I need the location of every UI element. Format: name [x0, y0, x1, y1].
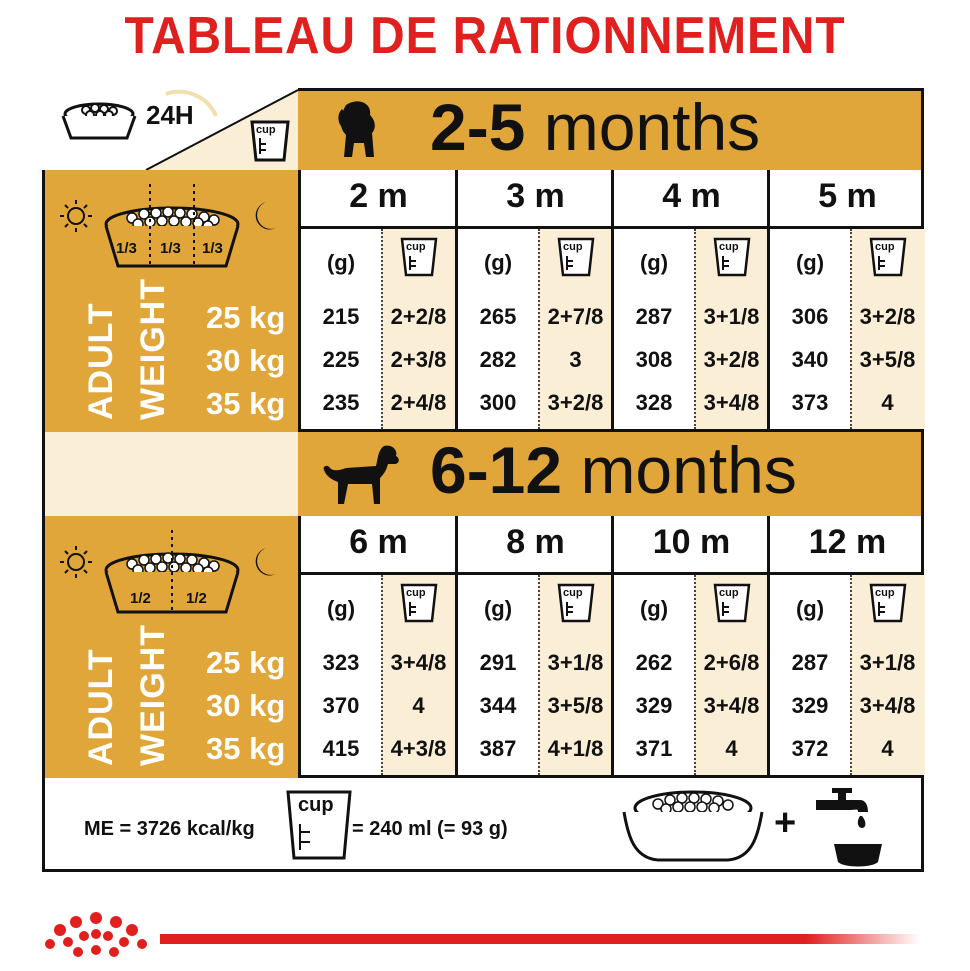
- grams-value: 215: [322, 304, 360, 329]
- cups-value: 2+2/8: [390, 304, 447, 329]
- header-divider: [301, 226, 921, 229]
- grams-label: (g): [795, 250, 825, 275]
- section1-weight-title-adult: ADULT: [82, 302, 120, 420]
- cups-value: 4+1/8: [547, 736, 604, 761]
- grams-label: (g): [795, 596, 825, 621]
- section2-weight-30: 30 kg: [206, 688, 286, 723]
- food-bowl-icon: [58, 100, 140, 149]
- cups-value: 3: [569, 347, 582, 372]
- section2-weight-35: 35 kg: [206, 731, 286, 766]
- footer-cup-icon: [284, 788, 354, 867]
- cups-value: 3+4/8: [703, 390, 760, 415]
- grams-label: (g): [326, 250, 356, 275]
- section2-weight-title-weight: WEIGHT: [134, 624, 172, 766]
- grams-label: (g): [639, 250, 669, 275]
- grams-value: 300: [479, 390, 517, 415]
- cups-value: 4+3/8: [390, 736, 447, 761]
- section1-weight-25: 25 kg: [206, 300, 286, 335]
- grams-value: 372: [791, 736, 829, 761]
- cup-label: cup: [406, 587, 426, 599]
- brand-crown-logo: [44, 912, 148, 971]
- section1-portion-2: 1/3: [160, 240, 181, 257]
- footer-cup-label: cup: [298, 794, 334, 816]
- section2-banner: [298, 432, 924, 516]
- age-header: 5 m: [818, 177, 877, 215]
- section2-spacer: [42, 432, 298, 516]
- grams-label: (g): [483, 596, 513, 621]
- cups-value: 3+2/8: [547, 390, 604, 415]
- age-header: 12 m: [808, 523, 887, 561]
- water-tap-icon: [812, 786, 884, 875]
- grams-value: 329: [791, 693, 829, 718]
- sun-icon: [60, 546, 92, 578]
- section1-weight-title-weight: WEIGHT: [134, 278, 172, 420]
- time-label: 24H: [146, 100, 194, 130]
- section2-weight-25: 25 kg: [206, 645, 286, 680]
- section1-range-num: 2-5: [430, 90, 526, 164]
- cups-value: 3+1/8: [859, 650, 916, 675]
- age-header: 2 m: [349, 177, 408, 215]
- grams-value: 415: [322, 736, 360, 761]
- section2-range: [430, 432, 797, 508]
- section1-weight-35: 35 kg: [206, 386, 286, 421]
- section1-weight-30: 30 kg: [206, 343, 286, 378]
- moon-icon: [256, 548, 276, 576]
- cups-value: 3+4/8: [703, 693, 760, 718]
- cups-value: 4: [725, 736, 738, 761]
- section1-banner: [298, 88, 924, 170]
- section1-range-word: months: [543, 90, 761, 164]
- cup-label: cup: [563, 241, 583, 253]
- grams-value: 225: [322, 347, 360, 372]
- section2-weight-title-adult: ADULT: [82, 648, 120, 766]
- moon-icon: [256, 202, 276, 230]
- cups-value: 2+4/8: [390, 390, 447, 415]
- grams-value: 370: [322, 693, 360, 718]
- grams-value: 373: [791, 390, 829, 415]
- cup-icon: [399, 582, 439, 629]
- cups-value: 4: [881, 736, 894, 761]
- cups-value: 2+3/8: [390, 347, 447, 372]
- grams-value: 306: [791, 304, 829, 329]
- section2-table: [298, 516, 924, 778]
- grams-value: 340: [791, 347, 829, 372]
- cup-icon: [556, 582, 596, 629]
- header-cup-icon: [248, 118, 292, 169]
- section1-portion-1: 1/3: [116, 240, 137, 257]
- cups-value: 3+1/8: [703, 304, 760, 329]
- sun-icon: [60, 200, 92, 232]
- cup-label: cup: [563, 587, 583, 599]
- grams-value: 287: [791, 650, 829, 675]
- grams-value: 291: [479, 650, 517, 675]
- grams-value: 287: [635, 304, 673, 329]
- cups-value: 3+2/8: [703, 347, 760, 372]
- cup-label: cup: [875, 241, 895, 253]
- cups-value: 3+4/8: [390, 650, 447, 675]
- grams-value: 235: [322, 390, 360, 415]
- grams-value: 308: [635, 347, 673, 372]
- header-divider: [301, 572, 921, 575]
- energy-value: ME = 3726 kcal/kg: [84, 818, 255, 840]
- grams-label: (g): [639, 596, 669, 621]
- age-header: 3 m: [506, 177, 565, 215]
- section1-range: [430, 89, 760, 165]
- grams-label: (g): [483, 250, 513, 275]
- grams-value: 344: [479, 693, 517, 718]
- cup-icon: [399, 236, 439, 283]
- grams-value: 282: [479, 347, 517, 372]
- kibble-bowl-icon: [618, 786, 768, 871]
- cup-icon: [868, 582, 908, 629]
- cup-label: cup: [875, 587, 895, 599]
- section2-portion-2: 1/2: [186, 590, 207, 607]
- cups-value: 3+5/8: [859, 347, 916, 372]
- cups-value: 3+4/8: [859, 693, 916, 718]
- section2-range-word: months: [580, 433, 797, 507]
- cup-icon: [712, 582, 752, 629]
- page-title: TABLEAU DE RATIONNEMENT: [124, 7, 846, 65]
- header-cup-label: cup: [256, 124, 276, 136]
- plus-sign: +: [774, 802, 797, 844]
- cups-value: 3+2/8: [859, 304, 916, 329]
- grams-value: 262: [635, 650, 673, 675]
- section2-portion-1: 1/2: [130, 590, 151, 607]
- cup-icon: [868, 236, 908, 283]
- brand-red-bar: [160, 934, 920, 944]
- age-header: 10 m: [652, 523, 731, 561]
- section1-portion-3: 1/3: [202, 240, 223, 257]
- grams-value: 328: [635, 390, 673, 415]
- puppy-icon: [336, 99, 380, 168]
- grams-value: 329: [635, 693, 673, 718]
- grams-value: 323: [322, 650, 360, 675]
- section2-range-num: 6-12: [430, 433, 563, 507]
- section1-bowl-icon: [48, 180, 292, 281]
- cups-value: 2+7/8: [547, 304, 604, 329]
- cups-value: 3+5/8: [547, 693, 604, 718]
- cup-label: cup: [406, 241, 426, 253]
- cups-value: 3+1/8: [547, 650, 604, 675]
- cup-label: cup: [719, 587, 739, 599]
- grams-label: (g): [326, 596, 356, 621]
- section2-bowl-icon: [48, 526, 292, 627]
- age-header: 6 m: [349, 523, 408, 561]
- grams-value: 387: [479, 736, 517, 761]
- dog-icon: [322, 442, 402, 513]
- section1-table: [298, 170, 924, 432]
- cups-value: 4: [881, 390, 894, 415]
- grams-value: 371: [635, 736, 673, 761]
- cup-label: cup: [719, 241, 739, 253]
- age-header: 8 m: [506, 523, 565, 561]
- cups-value: 4: [412, 693, 425, 718]
- cups-value: 2+6/8: [703, 650, 760, 675]
- grams-value: 265: [479, 304, 517, 329]
- cup-icon: [556, 236, 596, 283]
- age-header: 4 m: [662, 177, 721, 215]
- cup-icon: [712, 236, 752, 283]
- cup-equivalence: = 240 ml (= 93 g): [352, 818, 508, 840]
